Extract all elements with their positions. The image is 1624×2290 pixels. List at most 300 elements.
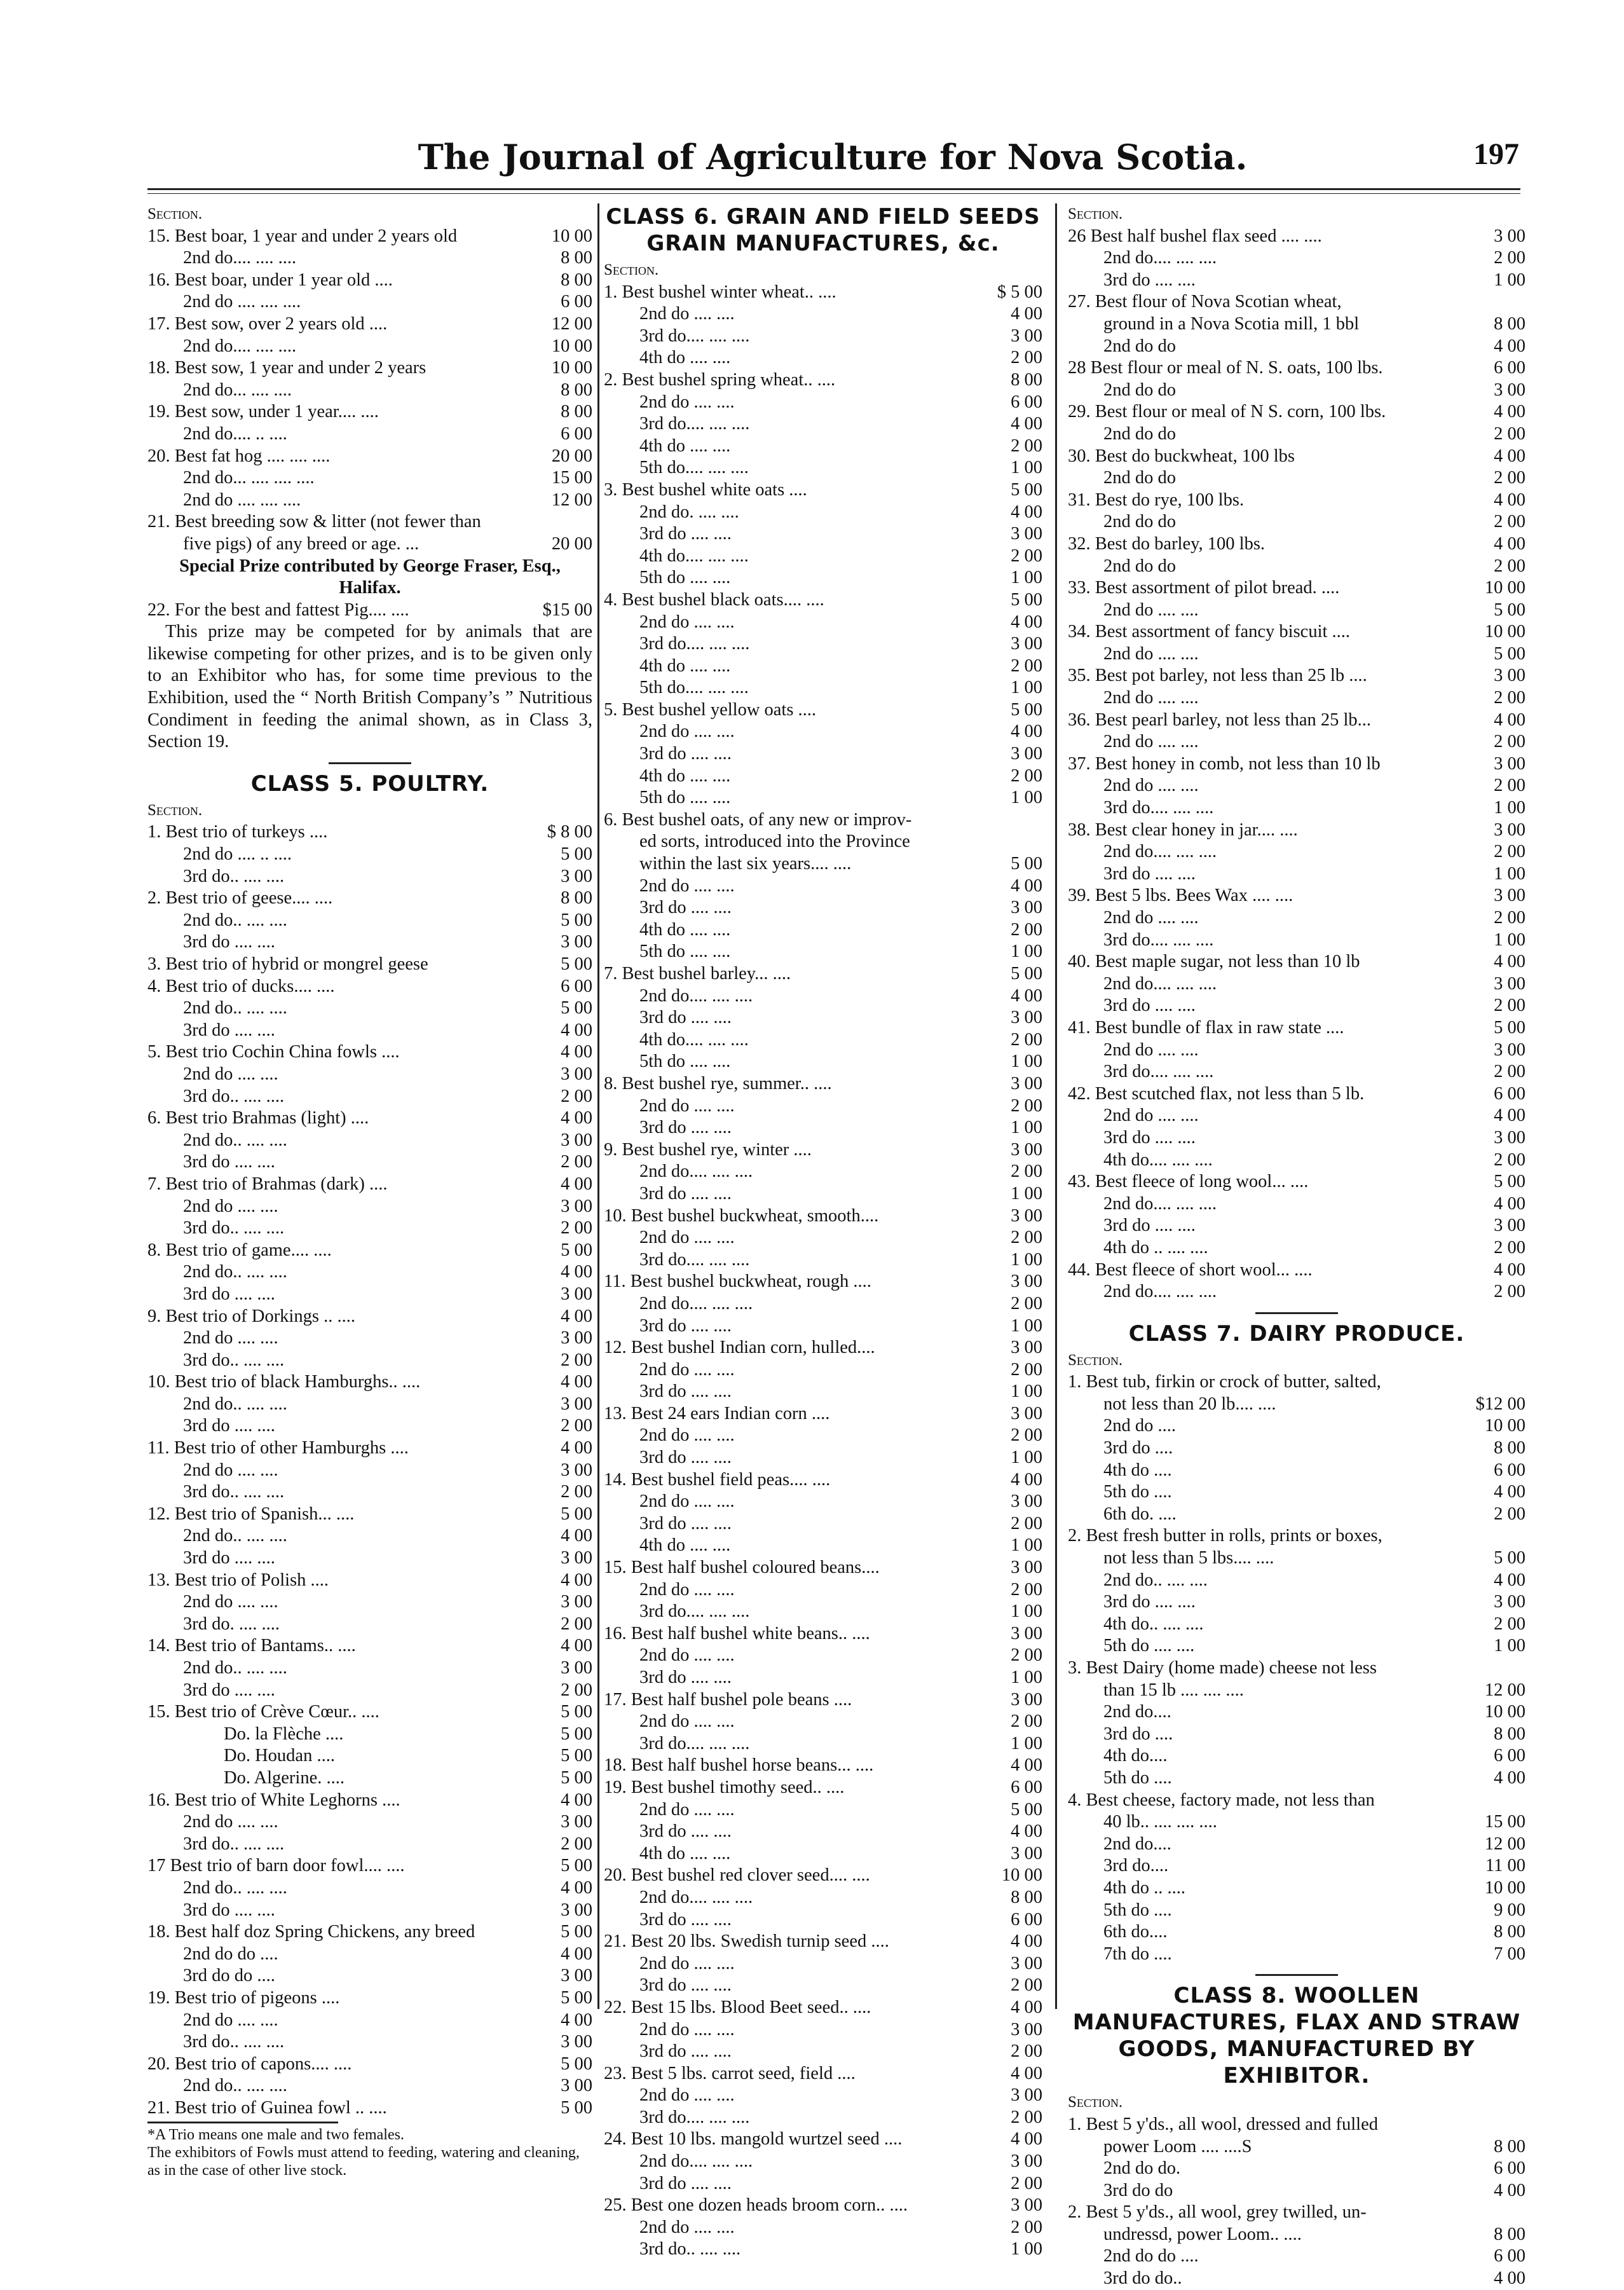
prize-amount: 5 00	[561, 1746, 592, 1766]
prize-description: 2nd do .... ....	[639, 1799, 735, 1820]
prize-description: 17. Best sow, over 2 years old ....	[147, 313, 388, 334]
prize-amount: 4 00	[1011, 1469, 1042, 1490]
prize-description: 8. Best trio of game.... ....	[147, 1240, 332, 1260]
prize-row	[1068, 1237, 1525, 1259]
prize-list-grain	[604, 282, 1042, 2261]
prize-description: 2. Best trio of geese.... ....	[147, 888, 333, 908]
prize-amount: 2 00	[1011, 348, 1042, 368]
prize-row	[1068, 1790, 1525, 1812]
prize-row	[1068, 490, 1525, 512]
prize-amount: 3 00	[1494, 973, 1525, 994]
prize-amount: 2 00	[561, 1350, 592, 1370]
prize-description: 19. Best bushel timothy seed.. ....	[604, 1777, 845, 1797]
prize-row	[1068, 1171, 1525, 1193]
prize-description: 2nd do.. .... ....	[183, 1658, 287, 1678]
prize-row	[147, 1855, 592, 1877]
prize-row	[147, 1350, 592, 1372]
prize-row	[147, 247, 592, 270]
prize-amount: 3 00	[1011, 524, 1042, 544]
prize-row	[147, 1437, 592, 1460]
prize-row	[604, 1843, 1042, 1865]
prize-row	[1068, 1680, 1525, 1702]
prize-description: 10. Best bushel buckwheat, smooth....	[604, 1205, 879, 1226]
prize-amount: 2 00	[1011, 1029, 1042, 1050]
prize-row	[1068, 1614, 1525, 1636]
prize-amount: 10 00	[551, 226, 592, 246]
prize-amount: 4 00	[561, 1877, 592, 1898]
prize-row	[1068, 863, 1525, 886]
prize-description: 2nd do ....	[1103, 1416, 1176, 1436]
prize-description: 2nd do.... .... ....	[1103, 1193, 1217, 1214]
prize-row	[147, 336, 592, 358]
header-rule	[147, 188, 1520, 190]
prize-amount: 20 00	[551, 533, 592, 554]
prize-row	[147, 313, 592, 336]
prize-description: 3rd do .... ....	[183, 1548, 275, 1568]
prize-row	[147, 446, 592, 468]
prize-description: 18. Best half bushel horse beans... ....	[604, 1755, 874, 1776]
prize-row	[147, 1900, 592, 1922]
prize-row	[604, 941, 1042, 963]
prize-row	[147, 357, 592, 380]
prize-description: 2nd do .... ....	[1103, 732, 1199, 752]
prize-amount: 3 00	[1494, 226, 1525, 246]
prize-description: 3. Best trio of hybrid or mongrel geese	[147, 954, 428, 974]
prize-row	[1068, 1193, 1525, 1216]
prize-description: 3rd do .... ....	[1103, 1592, 1196, 1612]
prize-row	[604, 2063, 1042, 2085]
prize-description: 3rd do .... ....	[183, 1152, 275, 1172]
prize-amount: 4 00	[1494, 533, 1525, 554]
prize-description: 1. Best trio of turkeys ....	[147, 822, 328, 842]
prize-amount: 2 00	[1494, 842, 1525, 862]
prize-row	[604, 787, 1042, 809]
prize-description: 3. Best bushel white oats ....	[604, 479, 807, 500]
prize-row	[147, 1415, 592, 1437]
prize-description: 40. Best maple sugar, not less than 10 lb	[1068, 952, 1360, 972]
prize-amount: 11 00	[1485, 1856, 1525, 1876]
prize-description: 9. Best trio of Dorkings .. ....	[147, 1306, 355, 1326]
prize-amount: 8 00	[1011, 1887, 1042, 1907]
prize-row	[147, 1657, 592, 1680]
prize-amount: 5 00	[1494, 1548, 1525, 1568]
prize-amount: 2 00	[1494, 1062, 1525, 1082]
prize-description: 3rd do .... ....	[639, 1821, 732, 1842]
prize-description: 13. Best 24 ears Indian corn ....	[604, 1403, 830, 1423]
prize-row	[604, 1139, 1042, 1162]
prize-row	[604, 1557, 1042, 1579]
prize-amount: 12 00	[1484, 1834, 1525, 1854]
prize-amount: 7 00	[1494, 1944, 1525, 1964]
prize-list-special	[147, 600, 592, 622]
prize-amount: 8 00	[561, 380, 592, 400]
prize-description: 2nd do .... ....	[183, 2010, 278, 2030]
prize-amount: 2 00	[1011, 2041, 1042, 2062]
prize-description: 44. Best fleece of short wool... ....	[1068, 1259, 1313, 1280]
prize-amount: 5 00	[561, 1702, 592, 1722]
prize-description: 2nd do .... ....	[183, 1592, 278, 1612]
prize-amount: 4 00	[1011, 722, 1042, 742]
prize-description: 2nd do.. .... ....	[183, 1394, 287, 1414]
prize-amount: 5 00	[1011, 1799, 1042, 1820]
prize-amount: 2 00	[1011, 919, 1042, 940]
prize-amount: 4 00	[1494, 402, 1525, 422]
prize-description: 33. Best assortment of pilot bread. ....	[1068, 578, 1340, 598]
prize-row	[604, 2085, 1042, 2107]
special-prize-heading: Special Prize contributed by George Fraser, Esq., Halifax.	[179, 556, 561, 598]
prize-row	[147, 380, 592, 402]
prize-description: than 15 lb .... .... ....	[1103, 1680, 1244, 1700]
prize-description: 2nd do.... .... ....	[639, 1887, 753, 1907]
prize-row	[1068, 1855, 1525, 1877]
prize-description: 35. Best pot barley, not less than 25 lb ....	[1068, 666, 1367, 686]
prize-amount: 10 00	[551, 336, 592, 356]
prize-description: 4th do.. .... ....	[1103, 1614, 1204, 1634]
prize-amount	[1473, 291, 1525, 313]
prize-description: 41. Best bundle of flax in raw state ....	[1068, 1017, 1344, 1038]
prize-row	[147, 844, 592, 866]
prize-description: 3rd do.. .... ....	[183, 1350, 285, 1370]
prize-description: 3rd do .... ....	[639, 2173, 732, 2193]
prize-row	[1068, 2245, 1525, 2268]
prize-description: 3rd do.. .... ....	[183, 1834, 285, 1854]
prize-description: 2nd do .... .. ....	[183, 844, 292, 865]
prize-amount: $ 8 00	[547, 822, 592, 842]
prize-row	[604, 765, 1042, 788]
column-left	[147, 203, 592, 2179]
prize-row	[604, 1403, 1042, 1425]
prize-row	[604, 347, 1042, 369]
prize-row	[1068, 2224, 1525, 2246]
prize-row	[604, 1051, 1042, 1073]
column-middle	[604, 203, 1042, 2261]
prize-row	[1068, 775, 1525, 797]
section-label: Section.	[147, 801, 203, 819]
prize-amount: 3 00	[1011, 634, 1042, 654]
prize-row	[604, 2041, 1042, 2063]
prize-description: 2nd do .... ....	[639, 1579, 735, 1600]
prize-amount: 2 00	[561, 1834, 592, 1854]
prize-row	[1068, 1635, 1525, 1657]
prize-amount: 3 00	[1494, 1216, 1525, 1236]
prize-description: not less than 5 lbs.... ....	[1103, 1548, 1274, 1568]
prize-row	[1068, 973, 1525, 996]
prize-row	[604, 2129, 1042, 2151]
prize-amount: 3 00	[1011, 1953, 1042, 1973]
prize-list-grain-cont	[1068, 226, 1525, 1303]
prize-amount: 2 00	[1494, 1237, 1525, 1258]
prize-row	[147, 1614, 592, 1636]
prize-amount: 4 00	[561, 1526, 592, 1546]
prize-description: 3rd do .... ....	[639, 1118, 732, 1138]
prize-description: 3rd do do..	[1103, 2268, 1182, 2289]
prize-description: 1. Best 5 y'ds., all wool, dressed and fulled	[1068, 2114, 1378, 2134]
prize-row	[147, 1877, 592, 1900]
prize-description: 5th do .... ....	[639, 788, 731, 808]
prize-description: 28 Best flour or meal of N. S. oats, 100 lbs.	[1068, 358, 1383, 378]
prize-row	[604, 1777, 1042, 1799]
prize-row	[1068, 1504, 1525, 1526]
prize-amount: 4 00	[1011, 1755, 1042, 1776]
section-label: Section.	[1068, 205, 1123, 223]
prize-amount: 4 00	[1011, 985, 1042, 1006]
prize-description: 31. Best do rye, 100 lbs.	[1068, 490, 1245, 510]
prize-amount: 2 00	[1494, 1504, 1525, 1524]
prize-description: 3rd do do	[1103, 2180, 1173, 2200]
prize-row	[1068, 1039, 1525, 1062]
prize-description: 2nd do.. .... ....	[183, 1877, 287, 1898]
prize-amount	[1473, 2202, 1525, 2224]
prize-row	[1068, 423, 1525, 446]
prize-amount: 1 00	[1011, 1183, 1042, 1203]
prize-description: 2nd do .... ....	[639, 2019, 735, 2040]
prize-amount: 4 00	[1011, 875, 1042, 896]
prize-description: 27. Best flour of Nova Scotian wheat,	[1068, 292, 1342, 312]
prize-row	[1068, 1460, 1525, 1482]
prize-row	[1068, 687, 1525, 710]
prize-row	[604, 589, 1042, 612]
prize-description: 3rd do.. .... ....	[183, 1482, 285, 1502]
prize-description: 17 Best trio of barn door fowl.... ....	[147, 1856, 405, 1876]
prize-row	[1068, 621, 1525, 643]
prize-amount: 2 00	[1011, 655, 1042, 676]
prize-description: 2. Best bushel spring wheat.. ....	[604, 369, 836, 390]
prize-description: 2nd do .... ....	[639, 2085, 735, 2106]
prize-description: 2. Best fresh butter in rolls, prints or boxes,	[1068, 1526, 1382, 1546]
prize-row	[147, 954, 592, 976]
prize-amount: 1 00	[1011, 1249, 1042, 1270]
prize-description: 2nd do... .... .... ....	[183, 468, 315, 488]
prize-description: power Loom .... ....S	[1103, 2136, 1252, 2156]
prize-amount: 3 00	[1494, 1039, 1525, 1060]
prize-row	[1068, 2136, 1525, 2158]
prize-amount: 3 00	[1011, 2151, 1042, 2172]
prize-description: 5. Best trio Cochin China fowls ....	[147, 1042, 400, 1062]
prize-row	[147, 401, 592, 423]
prize-description: 3rd do.... .... ....	[639, 414, 750, 434]
prize-amount: 5 00	[1011, 479, 1042, 500]
prize-amount: 6 00	[1011, 392, 1042, 412]
prize-row	[147, 270, 592, 292]
prize-amount: $12 00	[1475, 1394, 1525, 1414]
prize-description: 2nd do do ....	[183, 1944, 278, 1964]
prize-row	[604, 1909, 1042, 1931]
prize-row	[1068, 1657, 1525, 1680]
prize-list-woollen	[1068, 2114, 1525, 2290]
prize-description: 39. Best 5 lbs. Bees Wax .... ....	[1068, 886, 1293, 906]
prize-row	[147, 1944, 592, 1966]
prize-row	[604, 1337, 1042, 1359]
prize-row	[147, 1217, 592, 1240]
prize-amount: 2 00	[561, 1152, 592, 1172]
prize-description: 3rd do .... ....	[183, 1284, 275, 1304]
prize-description: 2nd do.... .... ....	[1103, 248, 1217, 268]
prize-description: 5th do.... .... ....	[639, 678, 749, 698]
prize-amount: 5 00	[561, 2097, 592, 2118]
prize-amount: 5 00	[1011, 854, 1042, 874]
prize-amount: 3 00	[1011, 744, 1042, 764]
prize-amount: 1 00	[1011, 568, 1042, 588]
prize-description: 11. Best bushel buckwheat, rough ....	[604, 1272, 871, 1292]
prize-list-dairy	[1068, 1371, 1525, 1965]
prize-amount: 10 00	[1484, 578, 1525, 598]
prize-amount: 4 00	[1494, 710, 1525, 730]
prize-description: 2nd do .... ....	[639, 2217, 735, 2237]
prize-description: 2nd do .... ....	[183, 1064, 278, 1084]
prize-row	[147, 1811, 592, 1834]
prize-description: 2. Best 5 y'ds., all wool, grey twilled, un-	[1068, 2202, 1367, 2223]
prize-amount: 5 00	[561, 1504, 592, 1524]
prize-description: 3rd do.... .... ....	[639, 326, 750, 346]
prize-row	[604, 1095, 1042, 1118]
prize-amount: 3 00	[1011, 2019, 1042, 2040]
prize-row	[604, 1667, 1042, 1689]
prize-amount: 4 00	[1011, 1931, 1042, 1952]
prize-description: 3rd do .... ....	[1103, 996, 1196, 1016]
prize-amount: 5 00	[1011, 699, 1042, 720]
prize-row	[1068, 1215, 1525, 1237]
prize-row	[147, 423, 592, 446]
prize-row	[147, 1525, 592, 1547]
prize-row	[604, 479, 1042, 502]
prize-description: 2nd do .... ....	[639, 1491, 735, 1512]
prize-amount: 2 00	[1011, 765, 1042, 786]
column-divider-2	[1055, 203, 1057, 2009]
prize-amount: 3 00	[1494, 886, 1525, 906]
prize-description: 2nd do .... ....	[639, 392, 735, 412]
prize-amount: 3 00	[561, 1592, 592, 1612]
prize-amount: 3 00	[1011, 1205, 1042, 1226]
prize-description: 30. Best do buckwheat, 100 lbs	[1068, 446, 1295, 466]
prize-amount: 3 00	[561, 1966, 592, 1986]
prize-amount: 2 00	[1494, 1614, 1525, 1634]
prize-row	[147, 226, 592, 248]
prize-description: 32. Best do barley, 100 lbs.	[1068, 533, 1266, 554]
prize-row	[1068, 885, 1525, 907]
prize-description: 26 Best half bushel flax seed .... ....	[1068, 226, 1322, 246]
prize-amount: 4 00	[1011, 2063, 1042, 2083]
prize-row	[604, 853, 1042, 875]
prize-amount: 4 00	[561, 1174, 592, 1194]
section-label: Section.	[1068, 2094, 1123, 2111]
prize-row	[604, 1293, 1042, 1315]
prize-amount: 3 00	[1494, 819, 1525, 840]
prize-row	[147, 2031, 592, 2053]
prize-amount: 2 00	[1494, 1282, 1525, 1302]
prize-amount: 3 00	[561, 1064, 592, 1084]
prize-amount: 2 00	[1494, 1149, 1525, 1170]
prize-amount: 2 00	[1494, 423, 1525, 444]
prize-description: 4th do ....	[1103, 1460, 1172, 1480]
prize-amount: 8 00	[1011, 369, 1042, 390]
prize-amount: 5 00	[1494, 600, 1525, 620]
divider	[1255, 1974, 1338, 1976]
prize-amount: 5 00	[1494, 1172, 1525, 1192]
prize-row	[1068, 1701, 1525, 1724]
footnote-trio: *A Trio means one male and two females.	[147, 2127, 404, 2144]
prize-amount: 1 00	[1011, 1601, 1042, 1622]
prize-description: 3rd do.. .... ....	[639, 2239, 741, 2259]
prize-row	[604, 2107, 1042, 2129]
prize-row	[147, 1460, 592, 1482]
prize-description: 2nd do... .... ....	[183, 380, 292, 400]
prize-row	[147, 1790, 592, 1812]
prize-description: 2nd do .... ....	[1103, 1106, 1199, 1126]
prize-amount: 3 00	[1011, 1403, 1042, 1423]
prize-description: 16. Best half bushel white beans.. ....	[604, 1623, 870, 1643]
prize-description: 3rd do.... .... ....	[639, 2107, 750, 2127]
prize-description: 4th do .. ....	[1103, 1877, 1186, 1898]
prize-description: 3rd do .... ....	[639, 1909, 732, 1930]
prize-amount: 2 00	[1011, 1359, 1042, 1380]
prize-description: 2nd do do	[1103, 556, 1176, 576]
prize-description: 40 lb.. .... .... ....	[1103, 1812, 1217, 1832]
prize-row	[1068, 1921, 1525, 1944]
prize-description: 2nd do .... ....	[1103, 1039, 1199, 1060]
prize-amount: 2 00	[1011, 545, 1042, 566]
prize-description: 3rd do.... .... ....	[639, 634, 750, 654]
prize-row	[604, 326, 1042, 348]
prize-amount: 1 00	[1011, 1052, 1042, 1072]
column-right	[1068, 203, 1525, 2290]
prize-amount: 1 00	[1011, 458, 1042, 478]
prize-row	[147, 2097, 592, 2120]
prize-description: 5th do ....	[1103, 1900, 1172, 1920]
prize-description: 2nd do.... .. ....	[183, 423, 287, 444]
prize-row	[147, 1086, 592, 1108]
prize-amount: 3 00	[1011, 1272, 1042, 1292]
prize-description: ed sorts, introduced into the Province	[639, 832, 910, 852]
prize-description: 4th do.... .... ....	[639, 1029, 749, 1050]
prize-description: 2nd do.... .... ....	[639, 1162, 753, 1182]
prize-row	[1068, 1834, 1525, 1856]
prize-row	[1068, 2268, 1525, 2290]
prize-row	[604, 2019, 1042, 2041]
prize-amount: 4 00	[561, 1790, 592, 1810]
prize-description: Do. la Flèche ....	[224, 1724, 344, 1744]
prize-row	[604, 1535, 1042, 1557]
prize-amount: 1 00	[1011, 942, 1042, 962]
class-5-heading: CLASS 5. POULTRY.	[250, 771, 489, 797]
prize-description: 2nd do. .... ....	[639, 502, 739, 522]
prize-row	[604, 1425, 1042, 1447]
prize-description: 13. Best trio of Polish ....	[147, 1570, 329, 1590]
prize-row	[1068, 401, 1525, 423]
prize-amount: 8 00	[1494, 1724, 1525, 1744]
prize-description: 3rd do.... .... ....	[1103, 929, 1214, 950]
prize-amount: 4 00	[1494, 490, 1525, 510]
prize-amount: 4 00	[561, 1108, 592, 1128]
prize-amount: 3 00	[1011, 326, 1042, 346]
prize-row	[1068, 577, 1525, 600]
prize-description: 7. Best bushel barley... ....	[604, 964, 791, 984]
prize-row	[604, 1073, 1042, 1095]
prize-row	[147, 2075, 592, 2097]
prize-amount: 4 00	[561, 1020, 592, 1040]
prize-description: 10. Best trio of black Hamburghs.. ....	[147, 1372, 421, 1392]
prize-row	[1068, 1877, 1525, 1900]
prize-row	[604, 2217, 1042, 2239]
prize-row	[147, 1327, 592, 1350]
prize-amount: 2 00	[1011, 1513, 1042, 1533]
prize-amount	[1473, 1657, 1525, 1680]
prize-description: 3rd do.... .... ....	[639, 1249, 750, 1270]
prize-description: 4th do .... ....	[639, 1535, 731, 1556]
prize-row	[604, 1865, 1042, 1887]
prize-amount: 4 00	[1494, 1259, 1525, 1280]
prize-row	[147, 1724, 592, 1746]
prize-amount: 5 00	[561, 844, 592, 865]
